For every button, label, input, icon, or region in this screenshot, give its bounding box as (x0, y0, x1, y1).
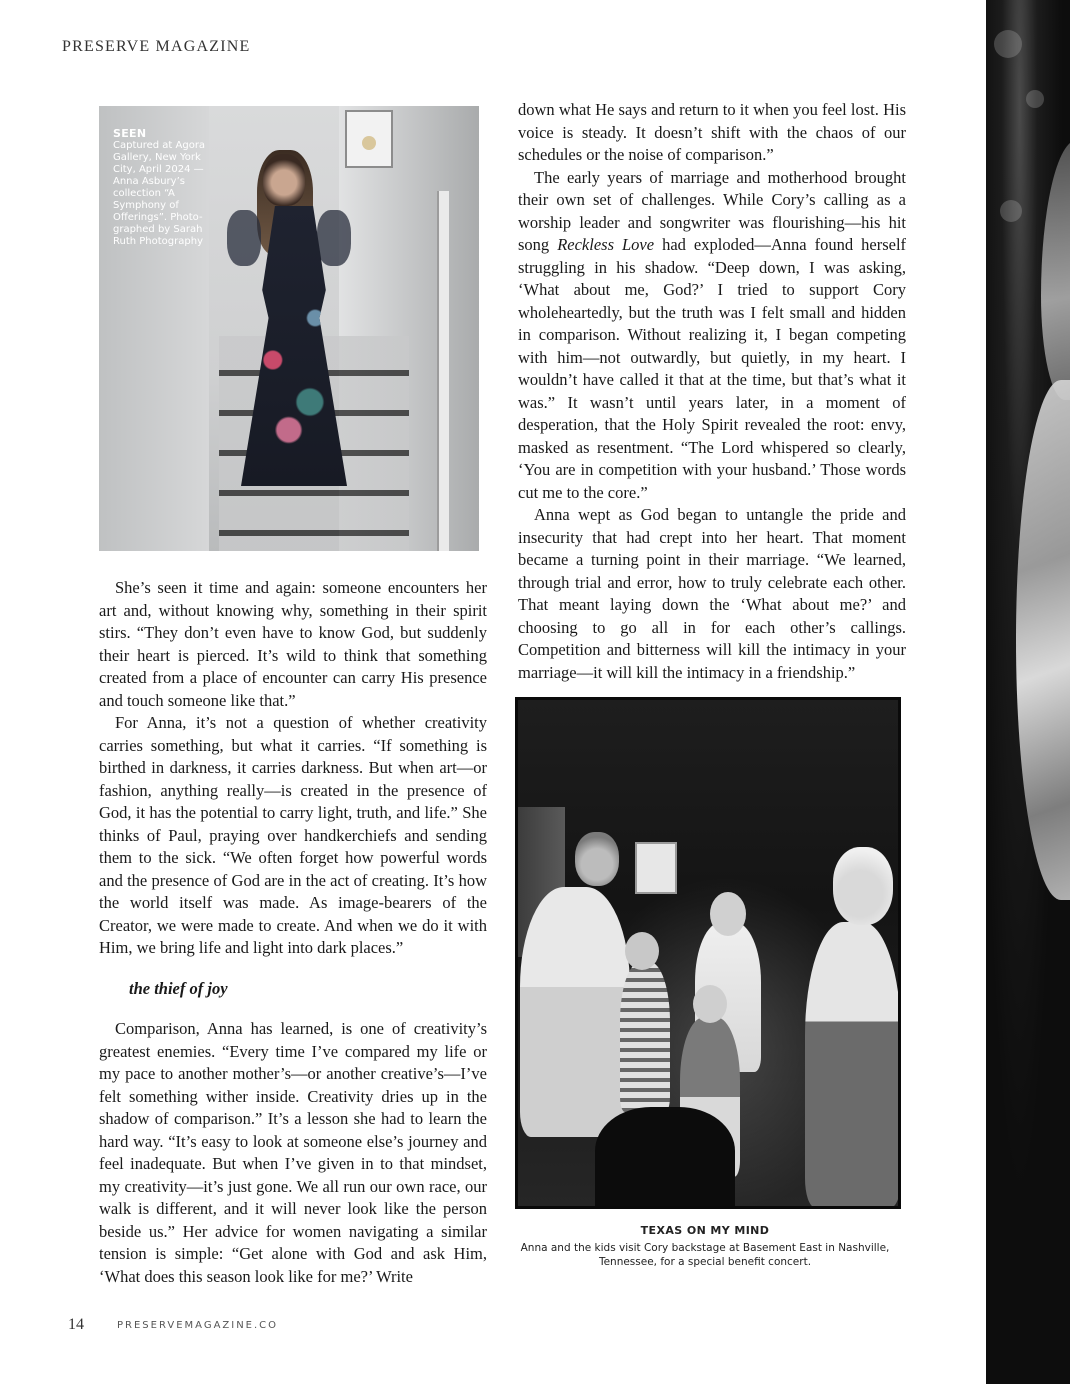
edge-photo-bokeh (1026, 90, 1044, 108)
photo-caption-body: Captured at Agora Gallery, New York City, April 2024 — Anna Asbury’s collection “A Symphony of Offerings”. Photo-graphed by Sarah Ruth Photography (113, 140, 206, 247)
photo-caption-title: SEEN (113, 127, 147, 140)
photo-caption-title: TEXAS ON MY MIND (640, 1224, 770, 1237)
body-paragraph: The early years of marriage and motherhood brought their own set of challenges. While Cory’s calling as a worship leader and songwriter was flourishing—his hit song Reckless Love had exploded—Anna found herself struggling in his shadow. “Deep down, I was asking, ‘What about me, God?’ I tried to support Cory wholeheartedly, but the truth was I felt small and hidden in comparison. Without realizing it, I began competing with him—not outwardly, but quietly, in my heart. I wouldn’t have called it that at the time, but that’s what it was.” It wasn’t until years later, in a moment of desperation, that the Holy Spirit revealed the root: envy, masked as resentment. “The Lord whispered so clearly, ‘You are in competition with your husband.’ Those words cut me to the core.” (518, 167, 907, 502)
edge-portrait-photo (986, 0, 1070, 1384)
body-paragraph: For Anna, it’s not a question of whether creativity carries something, but what it carries. “If something is birthed in darkness, it carries darkness. But when art—or fashion, anything really—is created in the presence of God, it has the potential to carry light, truth, and life.” She thinks of Paul, praying over handkerchiefs and sending them to the sick. “We often forget how powerful words and the presence of God are in the act of creating. It’s how the world itself was made. As image-bearers of the Creator, we were made to create. And when we do it with Him, we bring life and light into dark places.” (99, 713, 487, 957)
body-paragraph: Anna wept as God began to untangle the pride and insecurity that had crept into her heart. That moment became a turning point in their marriage. “We learned, through trial and error, how to truly celebrate each other. That meant laying down the ‘What about me?’ and choosing to go all in for each other’s callings. Competition and bitterness will kill the intimacy in your marriage—it will kill the intimacy in a friendship.” (518, 505, 906, 682)
site-url: PRESERVEMAGAZINE.CO (117, 1320, 279, 1331)
edge-photo-hair-upper (1041, 140, 1070, 400)
photo-caption-bottom (515, 1224, 895, 1269)
right-text-column (518, 99, 906, 684)
edge-photo-bokeh (1000, 200, 1022, 222)
section-subhead: the thief of joy (129, 978, 228, 998)
body-paragraph: Comparison, Anna has learned, is one of creativity’s greatest enemies. “Every time I’ve compared my life or my pace to another mother’s—or another creative’s—I’ve felt something wither inside. Creativity dries up in the shadow of comparison.” It’s a lesson she had to learn the hard way. “It’s easy to look at someone else’s journey and feel inadequate. But when I’ve given in to that mindset, my creativity—it’s just gone. We all run our own race, our walk is different, and it will never look like the person beside us.” Her advice for women navigating a similar tension is simple: “Get alone with God and ask Him, ‘What does this season look like for me?’ Write (99, 1019, 487, 1286)
photo-caption-top (113, 127, 217, 248)
page-number: 14 (68, 1316, 84, 1333)
masthead: PRESERVE MAGAZINE (62, 38, 251, 55)
body-paragraph: She’s seen it time and again: someone encounters her art and, without knowing why, something in their spirit stirs. “They don’t even have to know God, but suddenly their heart is pierced. It’s wild to think that something created from a place of encounter can carry His presence and touch someone like that.” (99, 578, 487, 710)
photo-caption-body: Anna and the kids visit Cory backstage at Basement East in Nashville, Tennessee, for a special benefit concert. (520, 1242, 890, 1268)
left-text-column (99, 577, 487, 1288)
edge-photo-hair-lower (1016, 380, 1070, 900)
body-paragraph: down what He says and return to it when you feel lost. His voice is steady. It doesn’t shift with the chaos of our schedules or the noise of comparison.” (518, 100, 906, 164)
backstage-family-photo (515, 697, 901, 1209)
edge-photo-bokeh (994, 30, 1022, 58)
handrail (437, 191, 449, 551)
song-title: Reckless Love (557, 235, 655, 254)
